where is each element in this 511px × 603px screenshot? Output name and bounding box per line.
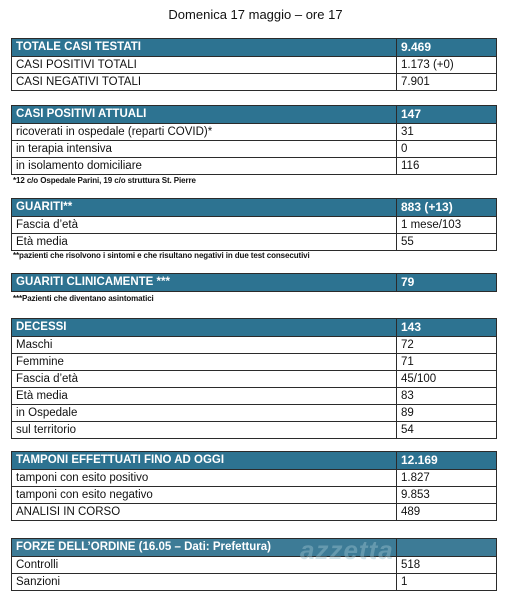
row-value: 1 <box>397 574 497 591</box>
table-header-row <box>12 199 497 217</box>
row-label: CASI NEGATIVI TOTALI <box>12 74 397 91</box>
header-value: 79 <box>397 274 497 292</box>
header-label: GUARITI** <box>12 199 397 217</box>
watermark-logo: azzetta <box>300 535 394 565</box>
table-row <box>12 504 497 521</box>
header-value: 12.169 <box>397 452 497 470</box>
header-label: FORZE DELL’ORDINE (16.05 – Dati: Prefettura) <box>12 539 397 557</box>
row-value: 116 <box>397 158 497 175</box>
row-label: in terapia intensiva <box>12 141 397 158</box>
table-header-row <box>12 319 497 337</box>
table-row <box>12 405 497 422</box>
row-value: 71 <box>397 354 497 371</box>
row-label: ANALISI IN CORSO <box>12 504 397 521</box>
table-row <box>12 470 497 487</box>
table-row <box>12 388 497 405</box>
table-row <box>12 234 497 251</box>
row-label: Fascia d’età <box>12 217 397 234</box>
table-forze-ordine <box>11 538 497 591</box>
header-value: 143 <box>397 319 497 337</box>
table-guariti-clinicamente <box>11 273 497 292</box>
row-value: 1.173 (+0) <box>397 57 497 74</box>
table-decessi <box>11 318 497 439</box>
table-header-row <box>12 539 497 557</box>
header-value: 147 <box>397 106 497 124</box>
row-value: 518 <box>397 557 497 574</box>
row-value: 54 <box>397 422 497 439</box>
page-title: Domenica 17 maggio – ore 17 <box>168 7 343 22</box>
row-value: 45/100 <box>397 371 497 388</box>
row-value: 0 <box>397 141 497 158</box>
header-value: 883 (+13) <box>397 199 497 217</box>
row-value: 72 <box>397 337 497 354</box>
table-row <box>12 487 497 504</box>
row-label: ricoverati in ospedale (reparti COVID)* <box>12 124 397 141</box>
table-row <box>12 574 497 591</box>
header-label: TOTALE CASI TESTATI <box>12 39 397 57</box>
footnote-ospedale: *12 c/o Ospedale Parini, 19 c/o struttura St. Pierre <box>13 176 196 185</box>
row-label: Età media <box>12 388 397 405</box>
table-header-row <box>12 274 497 292</box>
row-value: 7.901 <box>397 74 497 91</box>
table-casi-positivi-attuali <box>11 105 497 175</box>
table-row <box>12 74 497 91</box>
row-label: in Ospedale <box>12 405 397 422</box>
row-value: 55 <box>397 234 497 251</box>
row-label: Età media <box>12 234 397 251</box>
row-value: 83 <box>397 388 497 405</box>
row-label: Maschi <box>12 337 397 354</box>
row-label: tamponi con esito negativo <box>12 487 397 504</box>
table-row <box>12 124 497 141</box>
row-label: Controlli <box>12 557 397 574</box>
row-label: Sanzioni <box>12 574 397 591</box>
row-value: 89 <box>397 405 497 422</box>
footnote-guariti: **pazienti che risolvono i sintomi e che risultano negativi in due test consecutivi <box>13 251 310 260</box>
row-label: in isolamento domiciliare <box>12 158 397 175</box>
row-label: Fascia d’età <box>12 371 397 388</box>
row-value: 1.827 <box>397 470 497 487</box>
row-label: tamponi con esito positivo <box>12 470 397 487</box>
table-guariti <box>11 198 497 251</box>
table-row <box>12 422 497 439</box>
row-value: 9.853 <box>397 487 497 504</box>
table-casi-testati <box>11 38 497 91</box>
table-header-row <box>12 106 497 124</box>
row-value: 31 <box>397 124 497 141</box>
row-label: CASI POSITIVI TOTALI <box>12 57 397 74</box>
table-row <box>12 557 497 574</box>
row-label: sul territorio <box>12 422 397 439</box>
table-row <box>12 337 497 354</box>
header-label: CASI POSITIVI ATTUALI <box>12 106 397 124</box>
row-value: 489 <box>397 504 497 521</box>
table-row <box>12 158 497 175</box>
row-value: 1 mese/103 <box>397 217 497 234</box>
table-row <box>12 217 497 234</box>
table-row <box>12 141 497 158</box>
header-label: GUARITI CLINICAMENTE *** <box>12 274 397 292</box>
table-tamponi <box>11 451 497 521</box>
table-row <box>12 57 497 74</box>
row-label: Femmine <box>12 354 397 371</box>
footnote-clinicamente: ***Pazienti che diventano asintomatici <box>13 294 154 303</box>
table-header-row <box>12 452 497 470</box>
table-row <box>12 354 497 371</box>
header-value: 9.469 <box>397 39 497 57</box>
header-label: TAMPONI EFFETTUATI FINO AD OGGI <box>12 452 397 470</box>
header-value <box>397 539 497 557</box>
header-label: DECESSI <box>12 319 397 337</box>
table-row <box>12 371 497 388</box>
table-header-row <box>12 39 497 57</box>
